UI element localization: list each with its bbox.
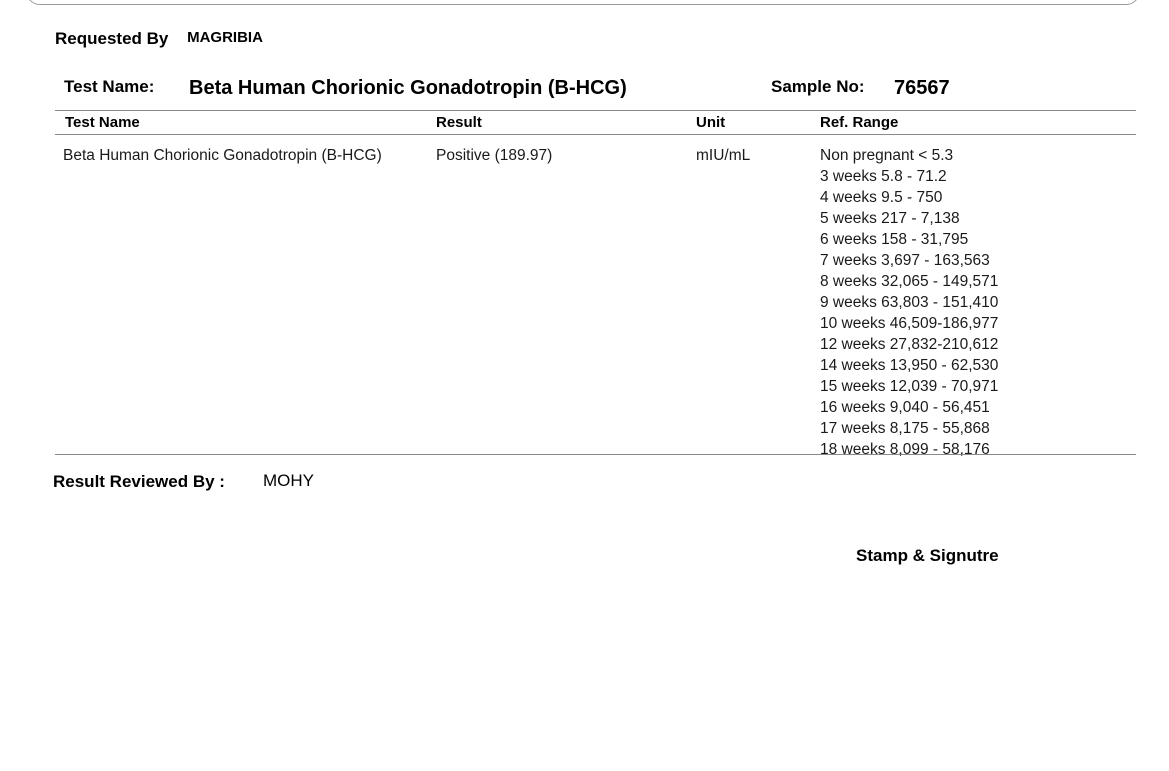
header-test-name: Test Name: [65, 114, 140, 131]
requested-by-label: Requested By: [55, 29, 169, 48]
test-name-label: Test Name:: [64, 77, 155, 96]
row-unit: mIU/mL: [696, 147, 751, 164]
table-bottom-divider: [55, 454, 1136, 455]
reviewed-by-label: Result Reviewed By :: [53, 472, 225, 491]
stamp-signature-label: Stamp & Signutre: [856, 546, 999, 565]
ref-range-line: 16 weeks 9,040 - 56,451: [820, 399, 990, 416]
header-unit: Unit: [696, 114, 726, 131]
ref-range-line: 5 weeks 217 - 7,138: [820, 210, 960, 227]
ref-range-line: 15 weeks 12,039 - 70,971: [820, 378, 999, 395]
header-ref-range: Ref. Range: [820, 114, 899, 131]
ref-range-line: 12 weeks 27,832-210,612: [820, 336, 999, 353]
top-frame-border: [26, 0, 1140, 5]
sample-no-value: 76567: [894, 77, 950, 99]
sample-no-label: Sample No:: [771, 77, 865, 96]
ref-range-line: 8 weeks 32,065 - 149,571: [820, 273, 999, 290]
row-ref-range: [820, 145, 998, 460]
ref-range-line: 9 weeks 63,803 - 151,410: [820, 294, 999, 311]
ref-range-line: Non pregnant < 5.3: [820, 147, 954, 164]
requested-by: [55, 29, 263, 49]
reviewed-by-value: MOHY: [263, 471, 314, 490]
ref-range-line: 4 weeks 9.5 - 750: [820, 189, 943, 206]
requested-by-value: MAGRIBIA: [187, 29, 263, 46]
table-top-divider: [55, 110, 1136, 111]
row-test-name: Beta Human Chorionic Gonadotropin (B-HCG): [63, 147, 382, 164]
row-result: Positive (189.97): [436, 147, 553, 164]
ref-range-line: 3 weeks 5.8 - 71.2: [820, 168, 947, 185]
ref-range-line: 18 weeks 8,099 - 58,176: [820, 441, 990, 458]
table-header-divider: [55, 134, 1136, 135]
test-name-value: Beta Human Chorionic Gonadotropin (B-HCG): [189, 77, 627, 99]
ref-range-line: 10 weeks 46,509-186,977: [820, 315, 999, 332]
ref-range-line: 14 weeks 13,950 - 62,530: [820, 357, 999, 374]
header-result: Result: [436, 114, 482, 131]
ref-range-line: 6 weeks 158 - 31,795: [820, 231, 969, 248]
ref-range-line: 17 weeks 8,175 - 55,868: [820, 420, 990, 437]
ref-range-line: 7 weeks 3,697 - 163,563: [820, 252, 990, 269]
